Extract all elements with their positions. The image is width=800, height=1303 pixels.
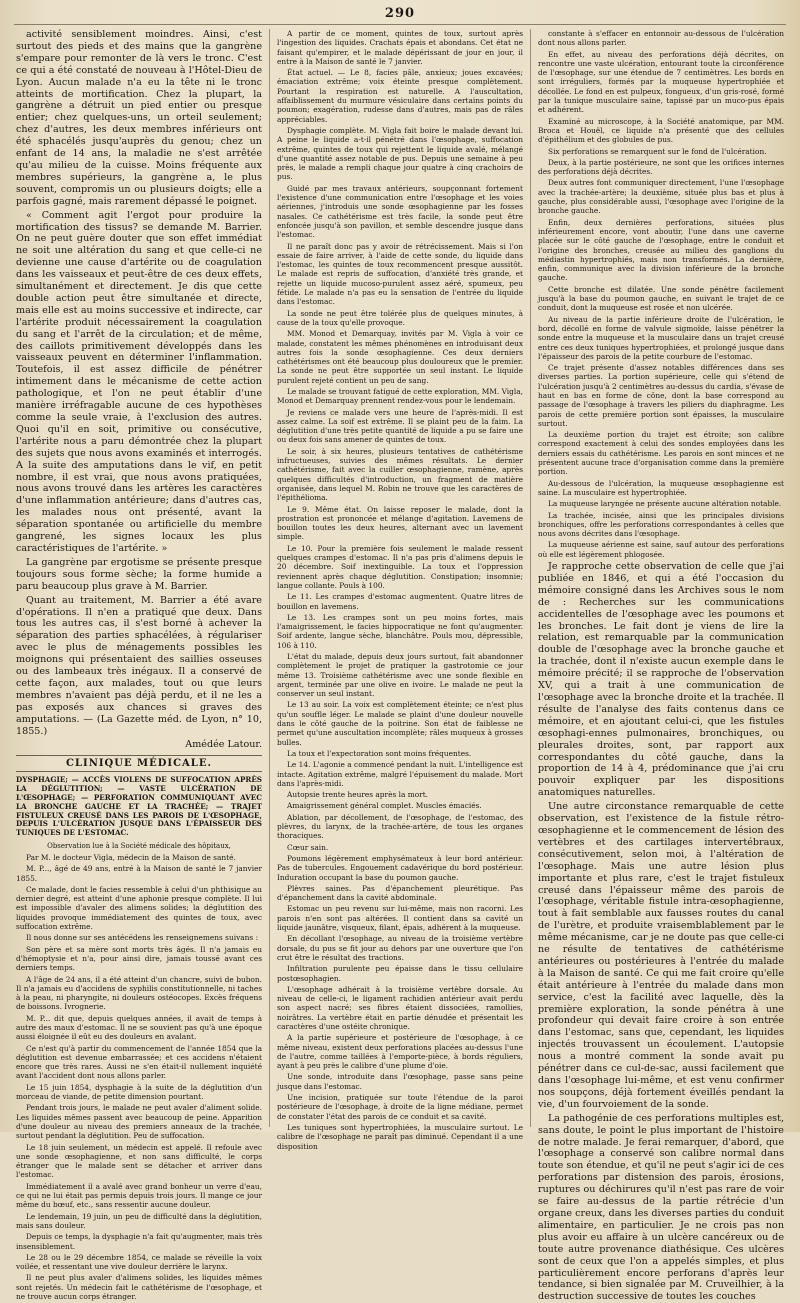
paragraph: Une sonde, introduite dans l'œsophage, passe sans peine jusque dans l'estomac. — [277, 1072, 523, 1091]
paragraph: État actuel. — Le 8, facies pâle, anxieux; joues excavées; émaciation extrême; voix éteinte presque complètement. Pourtant la respiration est naturelle. A l'auscultation, affaiblissement du murmure vésiculaire dans certains points du poumon; exagération, rudesse dans d'autres, mais pas de râles appréciables. — [277, 68, 523, 124]
case-paragraph: Ce malade, dont le facies ressemble à celui d'un phthisique au dernier degré, est atteint d'une aphonie presque complète. Il lui est impossible d'avaler des alimens solides; la déglutition des liquides provoque immédiatement des quintes de toux, avec suffocation extrême. — [16, 884, 262, 932]
observation-note: Observation lue à la Société médicale des hôpitaux, — [47, 841, 231, 850]
paragraph: Cette bronche est dilatée. Une sonde pénètre facilement jusqu'à la base du poumon gauche, en suivant le trajet de ce conduit, dont la muqueuse est rosée et non ulcérée. — [538, 284, 784, 313]
column-right — [530, 29, 786, 1303]
author-line: Par M. le docteur Vigla, médecin de la Maison de santé. — [26, 852, 236, 862]
paragraph: L'état du malade, depuis deux jours surtout, fait abandonner complètement le projet de pratiquer la gastrotomie ce jour même 13. Troisième cathétérisme avec une sonde flexible en argent, terminée par une olive en ivoire. Le malade ne peut la conserver un seul instant. — [277, 652, 523, 699]
commentary-paragraph: Je rapproche cette observation de celle que j'ai publiée en 1846, et qui a été l'occasion du mémoire consigné dans les Archives sous le nom de : Recherches sur les communications accidentelles de l'œsophage avec les poumons et les bronches. Le fait dont je viens de lire la relation, est remarquable par la communication double de l'œsophage avec la bronche gauche et la trachée, dont il n'existe aucun exemple dans le mémoire précité; il se rapproche de l'observation XV, qui a trait à une communication de l'œsophage avec la bronche droite et la trachée. Il résulte de l'analyse des faits contenus dans ce mémoire, et en ajoutant celui-ci, que les fistules œsophagi-ennes pulmonaires, bronchiques, ou pleurales droites, sont, par rapport aux correspondantes du côté gauche, dans la proportion de 14 à 4, prédominance que j'ai cru pouvoir expliquer par les dispositions anatomiques naturelles. — [538, 561, 784, 799]
paragraph: Six perforations se remarquent sur le fond de l'ulcération. — [548, 146, 767, 156]
paragraph: Deux, à la partie postérieure, ne sont que les orifices internes des perforations déjà décrites. — [538, 157, 784, 177]
paragraph: constante à s'effacer en entonnoir au-dessous de l'ulcération dont nous allons parler. — [538, 29, 784, 48]
article-title: DYSPHAGIE; — ACCÈS VIOLENS DE SUFFOCATION APRÈS LA DÉGLUTITION; — VASTE ULCÉRATION DE L'ŒSOPHAGE; — PERFORATION COMMUNIQUANT AVEC LA BRONCHE GAUCHE ET LA TRACHÉE; — TRAJET FISTULEUX CREUSÉ DANS LES PAROIS DE L'ŒSOPHAGE, DEPUIS L'ULCÉRATION JUSQUE DANS L'ÉPAISSEUR DES TUNIQUES DE L'ESTOMAC. — [16, 775, 262, 838]
paragraph: Quant au traitement, M. Barrier a été avare d'opérations. Il n'en a pratiqué que deux. Dans tous les autres cas, il s'est borné à achever la séparation des parties sphacélées, à régulariser avec le plus de ménagements possibles les moignons qui présentaient des saillies osseuses ou des lambeaux très inégaux. Il a conservé de cette façon, aux malades, tout ou que leurs membres n'avaient pas déjà perdu, et il ne les a pas exposés aux chances si graves des amputations. — (La Gazette méd. de Lyon, n° 10, 1855.) — [16, 594, 262, 737]
paragraph: La muqueuse laryngée ne présente aucune altération notable. — [548, 499, 782, 509]
case-paragraph: A l'âge de 24 ans, il a été atteint d'un chancre, suivi de bubon. Il n'a jamais eu d'accidens de syphilis constitutionnelle, ni taches à la peau, ni pharyngite, ni douleurs ostéocopes. Excès fréquens de boissons. Ivrognerie. — [16, 974, 262, 1012]
paragraph: Je reviens ce malade vers une heure de l'après-midi. Il est assez calme. La soif est extrême. Il se plaint peu de la faim. La déglutition d'une très petite quantité de liquide a pu se faire une ou deux fois sans amener de quintes de toux. — [277, 407, 523, 445]
paragraph: Examiné au microscope, à la Société anatomique, par MM. Broca et Houël, ce liquide n'a présenté que des cellules d'épithélium et des globules de pus. — [538, 116, 784, 145]
columns — [14, 29, 786, 1303]
paragraph: Une incision, pratiquée sur toute l'étendue de la paroi postérieure de l'œsophage, à droite de la ligne médiane, permet de constater l'état des parois de ce conduit et sa cavité. — [277, 1093, 523, 1121]
paragraph: En décollant l'œsophage, au niveau de la troisième vertèbre dorsale, du pus se fit jour au dehors par une ouverture que l'on crut être le résultat des tractions. — [277, 934, 523, 962]
column-left — [14, 29, 269, 1302]
paragraph: Le malade se trouvant fatigué de cette exploration, MM. Vigla, Monod et Demarquay prennent rendez-vous pour le lendemain. — [277, 386, 523, 406]
paragraph: Le 11. Les crampes d'estomac augmentent. Quatre litres de bouillon en lavemens. — [277, 592, 523, 611]
case-paragraph: M. P..., âgé de 49 ans, entré à la Maison de santé le 7 janvier 1855. — [16, 864, 262, 883]
section-title: CLINIQUE MÉDICALE. — [16, 755, 262, 772]
paragraph: Le 10. Pour la première fois seulement le malade ressent quelques crampes d'estomac. Il n'a pas pris d'alimens depuis le 20 décembre. Soif inextinguible. La toux et l'oppression reviennent après chaque déglutition. Constipation; insomnie; langue collante. Pouls à 100. — [277, 543, 523, 590]
paragraph: Il ne paraît donc pas y avoir de rétrécissement. Mais si l'on essaie de faire arriver, à l'aide de cette sonde, du liquide dans l'estomac, les quintes de toux recommencent presque aussitôt. Le malade est repris de suffocation, d'anxiété très grande, et rejette un liquide mucoso-purulent assez aéré, spumeux, peu fétide. Le malade n'a pas eu la sensation de l'entrée du liquide dans l'estomac. — [277, 241, 523, 307]
paragraph: A partir de ce moment, quintes de toux, surtout après l'ingestion des liquides. Crachats épais et abondans. Cet état ne faisant qu'empirer, et le malade dépérissant de jour en jour, il entre à la Maison de santé le 7 janvier. — [277, 29, 523, 66]
commentary-paragraph: La pathogénie de ces perforations multiples est, sans doute, le point le plus important de l'histoire de notre malade. Je ferai remarquer, d'abord, que l'œsophage a conservé son calibre normal dans toute son étendue, et qu'il ne peut s'agir ici de ces perforations par distension des parois, érosions, ruptures ou déchirures qu'il n'est pas rare de voir se faire au-dessus de la partie rétrécie d'un organe creux, dans les diverses parties du conduit alimentaire, en particulier. Je ne crois pas non plus avoir eu affaire à un ulcère cancéreux ou de toute autre provenance diathésique. Ces ulcères sont de ceux que l'on a appelés simples, et plus particulièrement encore perforans d'après leur tendance, si bien signalée par M. Cruveilhier, à la destruction successive de toutes les couches — [538, 1112, 784, 1303]
case-paragraph: Ce n'est qu'à partir du commencement de l'année 1854 que la déglutition est devenue embarrassée; et ces accidens n'étaient encore que très rares. Aussi ne s'en était-il nullement inquiété avant l'accident dont nous allons parler. — [16, 1043, 262, 1081]
paragraph: Ce trajet présente d'assez notables différences dans ses diverses parties. La portion supérieure, celle qui s'étend de l'ulcération jusqu'à 2 centimètres au-dessus du cardia, s'évase de haut en bas en forme de cône, dont la base correspond au passage de l'œsophage à travers les piliers du diaphragme. Les parois de cette première portion sont épaisses, la musculaire surtout. — [538, 363, 784, 428]
paragraph: Ablation, par décollement, de l'œsophage, de l'estomac, des plèvres, du larynx, de la trachée-artère, de tous les organes thoraciques. — [277, 812, 523, 841]
case-paragraph: Pendant trois jours, le malade ne peut avaler d'aliment solide. Les liquides mêmes passent avec beaucoup de peine. Apparition d'une douleur au niveau des premiers anneaux de la trachée, surtout pendant la déglutition. Peu de suffocation. — [16, 1103, 262, 1141]
column-middle — [269, 29, 530, 1151]
paragraph: Le 14. L'agonie a commencé pendant la nuit. L'intelligence est intacte. Agitation extrême, malgré l'épuisement du malade. Mort dans l'après-midi. — [277, 760, 523, 788]
paragraph: Deux autres font communiquer directement, l'une l'œsophage avec la trachée-artère; la deuxième, située plus bas et plus à gauche, plus considérable aussi, l'œsophage avec l'origine de la bronche gauche. — [538, 178, 784, 216]
paragraph: La toux et l'expectoration sont moins fréquentes. — [287, 748, 472, 758]
paragraph: Estomac un peu revenu sur lui-même, mais non racorni. Les parois n'en sont pas altérées. Il contient dans sa cavité un liquide jaunâtre, visqueux, filant, épais, adhérent à la muqueuse. — [277, 904, 523, 933]
paragraph: La muqueuse aérienne est saine, sauf autour des perforations où elle est légèrement phlogosée. — [538, 540, 784, 559]
signature: Amédée Latour. — [185, 739, 262, 751]
case-paragraph: Le lendemain, 19 juin, un peu de difficulté dans la déglutition, mais sans douleur. — [16, 1211, 262, 1230]
case-paragraph: Immédiatement il a avalé avec grand bonheur un verre d'eau, ce qui ne lui était pas permis depuis trois jours. Il mange ce jour même du bœuf, etc., sans ressentir aucune douleur. — [16, 1181, 262, 1210]
paragraph: La gangrène par ergotisme se présente presque toujours sous forme sèche; la forme humide a paru beaucoup plus grave à M. Barrier. — [16, 556, 262, 592]
case-paragraph: Depuis ce temps, la dysphagie n'a fait qu'augmenter, mais très insensiblement. — [16, 1232, 262, 1251]
commentary-paragraph: Une autre circonstance remarquable de cette observation, est l'existence de la fistule rétro-œsophagienne et le commencement de lésion des vertèbres et des cartilages intervertébraux, consécutivement, selon moi, à l'altération de l'œsophage. Mais une autre lésion plus importante et plus rare, c'est le trajet fistuleux creusé dans l'épaisseur même des parois de l'œsophage, véritable fistule intra-œsophagienne, tout à fait semblable aux fausses routes du canal de l'urètre, et produite vraisemblablement par le même mécanisme, car je ne doute pas que celle-ci ne résulte de tentatives de cathétérisme antérieures ou postérieures à l'entrée du malade à la Maison de santé. Ce qui me fait croire qu'elle était antérieure à l'entrée du malade dans mon service, c'est la facilité avec laquelle, dès la première exploration, la sonde pénétra à une profondeur qui devait faire croire à son entrée dans l'estomac, sans que, cependant, les liquides injectés trouvassent un écoulement. L'autopsie nous a montré comment la sonde avait pu pénétrer dans ce cul-de-sac, aussi facilement que dans l'œsophage lui-même, et est venu confirmer nos soupçons, déjà fortement éveillés pendant la vie, d'un fourvoiement de la sonde. — [538, 801, 784, 1110]
page-number: 290 — [14, 6, 786, 25]
case-paragraph: Il nous donne sur ses antécédens les renseignemens suivans : — [26, 933, 259, 943]
paragraph: Le 13. Les crampes sont un peu moins fortes, mais l'amaigrissement, le facies hippocratique ne font qu'augmenter. Soif ardente, langue sèche, blanchâtre. Pouls mou, dépressible, 106 à 110. — [277, 612, 523, 650]
paragraph: Le 9. Même état. On laisse reposer le malade, dont la prostration est prononcée et mélange d'agitation. Lavemens de bouillon toutes les deux heures, alternant avec un lavement simple. — [277, 504, 523, 542]
case-paragraph: Son père et sa mère sont morts très âgés. Il n'a jamais eu d'hémoptysie et n'a, pour ainsi dire, jamais toussé avant ces derniers temps. — [16, 944, 262, 973]
paragraph: « Comment agit l'ergot pour produire la mortification des tissus? se demande M. Barrier. On ne peut guère douter que son effet immédiat ne soit une altération du sang et que celle-ci ne devienne une cause d'artérite ou de coagulation dans les vaisseaux et peut-être de ces deux effets, simultanément et directement. Je dis que cette double action peut être simultanée et directe, mais elle est au moins successive et indirecte, car l'artérite produit nécessairement la coagulation du sang et l'arrêt de la circulation; et de même, des caillots primitivement développés dans les vaisseaux peuvent en déterminer l'inflammation. Toutefois, il est assez difficile de pénétrer intimement dans le mécanisme de cette action pathologique, et l'on ne peut établir d'une manière irréfragable aucune de ces hypothèses comme la seule vraie, à l'exclusion des autres. Quoi qu'il en soit, primitive ou consécutive, l'artérite nous a paru démontrée chez la plupart des sujets que nous avons examinés et interrogés. A la suite des amputations dans le vif, en petit nombre, il est vrai, que nous avons pratiquées, nous avons trouvé dans les artères les caractères d'une inflammation antérieure; dans d'autres cas, les malades nous ont présenté, avant la séparation spontanée ou artificielle du membre gangrené, les signes locaux les plus caractéristiques de l'artérite. » — [16, 209, 262, 554]
paragraph: MM. Monod et Demarquay, invités par M. Vigla à voir ce malade, constatent les mêmes phénomènes en introduisant deux autres fois la sonde œsophagienne. Ces deux derniers cathétérismes ont été beaucoup plus douloureux que le premier. La sonde ne peut être supportée un seul instant. Le liquide purulent rejeté contient un peu de sang. — [277, 329, 523, 385]
paragraph: La deuxième portion du trajet est étroite; son calibre correspond exactement à celui des sondes employées dans les derniers essais du cathétérisme. Les parois en sont minces et ne présentent aucune trace d'organisation comme dans la première portion. — [538, 430, 784, 477]
paragraph: activité sensiblement moindres. Ainsi, c'est surtout des pieds et des mains que la gangrène s'empare pour remonter de là vers le tronc. C'est ce qui a été constaté de nouveau à l'Hôtel-Dieu de Lyon. Aucun malade n'a eu la tête ni le tronc atteints de mortification. Chez la plupart, la gangrène a détruit un pied entier ou presque entier; chez quelques-uns, un orteil seulement; chez d'autres, les deux membres inférieurs ont été sphacélés jusqu'auprès du genou; chez un enfant de 14 ans, la maladie ne s'est arrêtée qu'au milieu de la cuisse. Moins fréquente aux membres supérieurs, la gangrène a, le plus souvent, compromis un ou plusieurs doigts; elle a parfois gagné, mais rarement dépassé le poignet. — [16, 29, 262, 207]
paragraph: Infiltration purulente peu épaisse dans le tissu cellulaire postœsophagien. — [277, 964, 523, 983]
paragraph: L'œsophage adhérait à la troisième vertèbre dorsale. Au niveau de celle-ci, le ligament rachidien antérieur avait perdu son aspect nacré; ses fibres étaient dissociées, ramollies, noirâtres. La vertèbre était en partie dénudée et présentait les caractères d'une ostéite chronique. — [277, 984, 523, 1031]
case-paragraph: Le 18 juin seulement, un médecin est appelé. Il refoule avec une sonde œsophagienne, et non sans difficulté, le corps étranger que le malade sent se détacher et arriver dans l'estomac. — [16, 1142, 262, 1180]
paragraph: Plèvres saines. Pas d'épanchement pleurétique. Pas d'épanchement dans la cavité abdominale. — [277, 883, 523, 903]
case-paragraph: Il ne peut plus avaler d'alimens solides, les liquides mêmes sont rejetés. Un médecin fait le cathétérisme de l'œsophage, et ne trouve aucun corps étranger. — [16, 1273, 262, 1302]
paragraph: En effet, au niveau des perforations déjà décrites, on rencontre une vaste ulcération, entourant toute la circonférence de l'œsophage, sur une étendue de 7 centimètres. Les bords en sont irréguliers, formés par la muqueuse hypertrophiée et décollée. Le fond en est pulpeux, fongueux, d'un gris-rosé, formé par la tunique musculaire saine, tapissé par un muco-pus épais et adhérent. — [538, 49, 784, 115]
paragraph: A la partie supérieure et postérieure de l'œsophage, à ce même niveau, existent deux perforations placées au-dessus l'une de l'autre, comme taillées à l'emporte-pièce, à bords réguliers, ayant à peu près le calibre d'une plume d'oie. — [277, 1033, 523, 1071]
paragraph: Autopsie trente heures après la mort. — [287, 790, 429, 800]
paragraph: La sonde ne peut être tolérée plus de quelques minutes, à cause de la toux qu'elle provoque. — [277, 308, 523, 327]
paragraph: La trachée, incisée, ainsi que les principales divisions bronchiques, offre les perforations correspondantes à celles que nous avons décrites dans l'œsophage. — [538, 510, 784, 539]
paragraph: Guidé par mes travaux antérieurs, soupçonnant fortement l'existence d'une communication entre l'œsophage et les voies aériennes, j'introduis une sonde œsophagienne par les fosses nasales. Ce cathétérisme est très facile, la sonde peut être enfoncée jusqu'à son pavillon, et semble descendre jusque dans l'estomac. — [277, 183, 523, 240]
paragraph: Cœur sain. — [287, 842, 329, 852]
paragraph: Enfin, deux dernières perforations, situées plus inférieurement encore, vont aboutir, l'une dans une caverne placée sur le côté gauche de l'œsophage, entre le conduit et l'origine des bronches, creusée au milieu des ganglions du médiastin hypertrophiés, mais non transformés. La dernière, enfin, communique avec la division inférieure de la bronche gauche. — [538, 217, 784, 283]
paragraph: Au niveau de la partie inférieure droite de l'ulcération, le bord, décollé en forme de valvule sigmoïde, laisse pénétrer la sonde entre la muqueuse et la musculaire dans un trajet creusé entre ces deux tuniques hypertrophiées, et prolongé jusque dans l'épaisseur des parois de la petite courbure de l'estomac. — [538, 314, 784, 361]
case-paragraph: Le 15 juin 1854, dysphagie à la suite de la déglutition d'un morceau de viande, de petite dimension pourtant. — [16, 1082, 262, 1102]
paragraph: Le 13 au soir. La voix est complètement éteinte; ce n'est plus qu'un souffle léger. Le malade se plaint d'une douleur nouvelle dans le côté gauche de la poitrine. Son état de faiblesse ne permet qu'une auscultation incomplète; râles muqueux à grosses bulles. — [277, 700, 523, 747]
paragraph: Le soir, à six heures, plusieurs tentatives de cathétérisme infructueuses, suivies des mêmes résultats. Le dernier cathétérisme, fait avec la cuiller œsophagienne, ramène, après quelques difficultés d'introduction, un fragment de matière organisée, dans lequel M. Robin ne trouve que les caractères de l'épithélioma. — [277, 446, 523, 503]
case-paragraph: M. P... dit que, depuis quelques années, il avait de temps à autre des maux d'estomac. Il ne se souvient pas qu'à une époque aussi éloignée il eût eu des douleurs en avalant. — [16, 1013, 262, 1042]
paragraph: Amaigrissement général complet. Muscles émaciés. — [287, 801, 482, 811]
case-paragraph: Le 28 ou le 29 décembre 1854, ce malade se réveille la voix voilée, et ressentant une vive douleur derrière le larynx. — [16, 1252, 262, 1272]
paragraph: Au-dessous de l'ulcération, la muqueuse œsophagienne est saine. La musculaire est hypertrophiée. — [538, 478, 784, 497]
paragraph: Dysphagie complète. M. Vigla fait boire le malade devant lui. A peine le liquide a-t-il pénétré dans l'œsophage, suffocation extrême, quintes de toux qui rejettent le liquide avalé, mélangé d'une quantité assez notable de pus. Depuis une semaine à peu près, le malade a rempli chaque jour quatre à cinq crachoirs de pus. — [277, 125, 523, 182]
paragraph: Poumons légèrement emphysémateux à leur bord antérieur. Pas de tubercules. Engouement cadavérique du bord postérieur. Induration occupant la base du poumon gauche. — [277, 853, 523, 882]
paragraph: Les tuniques sont hypertrophiées, la musculaire surtout. Le calibre de l'œsophage ne paraît pas diminué. Cependant il a une disposition — [277, 1122, 523, 1151]
